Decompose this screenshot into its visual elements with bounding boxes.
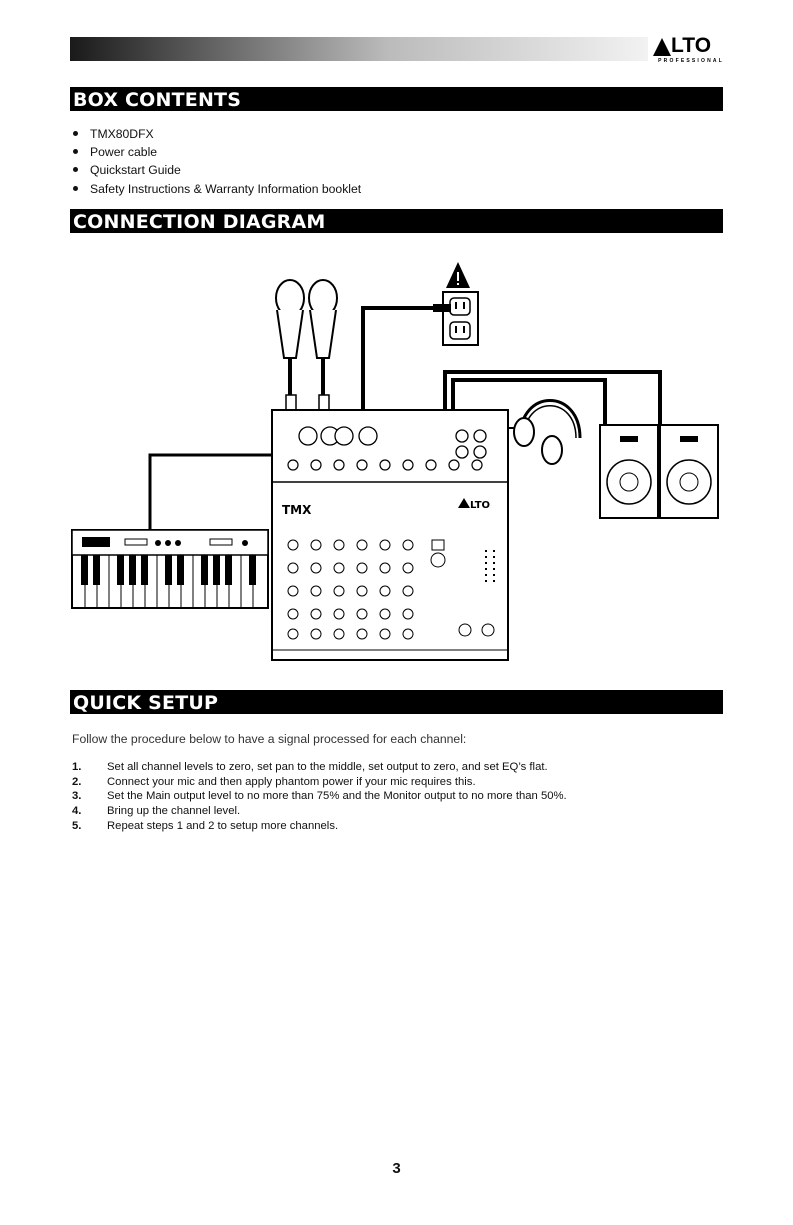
- step-number: 3.: [72, 790, 82, 803]
- section-quick-setup: QUICK SETUP: [70, 690, 723, 714]
- headphones-icon: [514, 401, 580, 465]
- mixer-logo-label: LTO: [470, 500, 491, 511]
- step-text: Set the Main output level to no more than 75% and the Monitor output to no more than 50%.: [107, 790, 567, 803]
- quick-setup-intro: Follow the procedure below to have a signal processed for each channel:: [72, 732, 467, 746]
- step-text: Connect your mic and then apply phantom power if your mic requires this.: [107, 775, 476, 788]
- logo-triangle-icon: [652, 37, 672, 57]
- step-number: 1.: [72, 761, 82, 773]
- list-item: TMX80DFX: [72, 127, 361, 145]
- header-gradient-bar: [70, 37, 648, 61]
- speaker-icon: [600, 425, 718, 518]
- logo-subtitle: PROFESSIONAL: [658, 58, 724, 64]
- step-number: 4.: [72, 805, 82, 818]
- step-text: Repeat steps 1 and 2 to setup more channels.: [107, 819, 339, 832]
- page-number: 3: [392, 1160, 401, 1177]
- microphone-icon: [276, 280, 337, 358]
- mixer-brand-label: TMX: [282, 503, 312, 517]
- step-text: Bring up the channel level.: [107, 805, 241, 818]
- section-connection-diagram: CONNECTION DIAGRAM: [70, 209, 723, 233]
- logo-word: LTO: [671, 34, 712, 57]
- alto-logo: [652, 34, 724, 64]
- step-text: Set all channel levels to zero, set pan to the middle, set output to zero, and set EQ’s flat.: [107, 761, 548, 773]
- list-item: Safety Instructions & Warranty Information booklet: [72, 182, 361, 200]
- mixer-icon: [272, 410, 508, 660]
- connection-diagram: [60, 250, 740, 670]
- step-number: 2.: [72, 775, 82, 788]
- step-number: 5.: [72, 819, 82, 832]
- warning-triangle-icon: [446, 262, 470, 288]
- list-item: Power cable: [72, 145, 361, 163]
- section-box-contents: BOX CONTENTS: [70, 87, 723, 111]
- power-outlet-icon: [433, 292, 478, 345]
- box-contents-list: [72, 127, 361, 200]
- keyboard-icon: [72, 530, 268, 608]
- list-item: Quickstart Guide: [72, 163, 361, 181]
